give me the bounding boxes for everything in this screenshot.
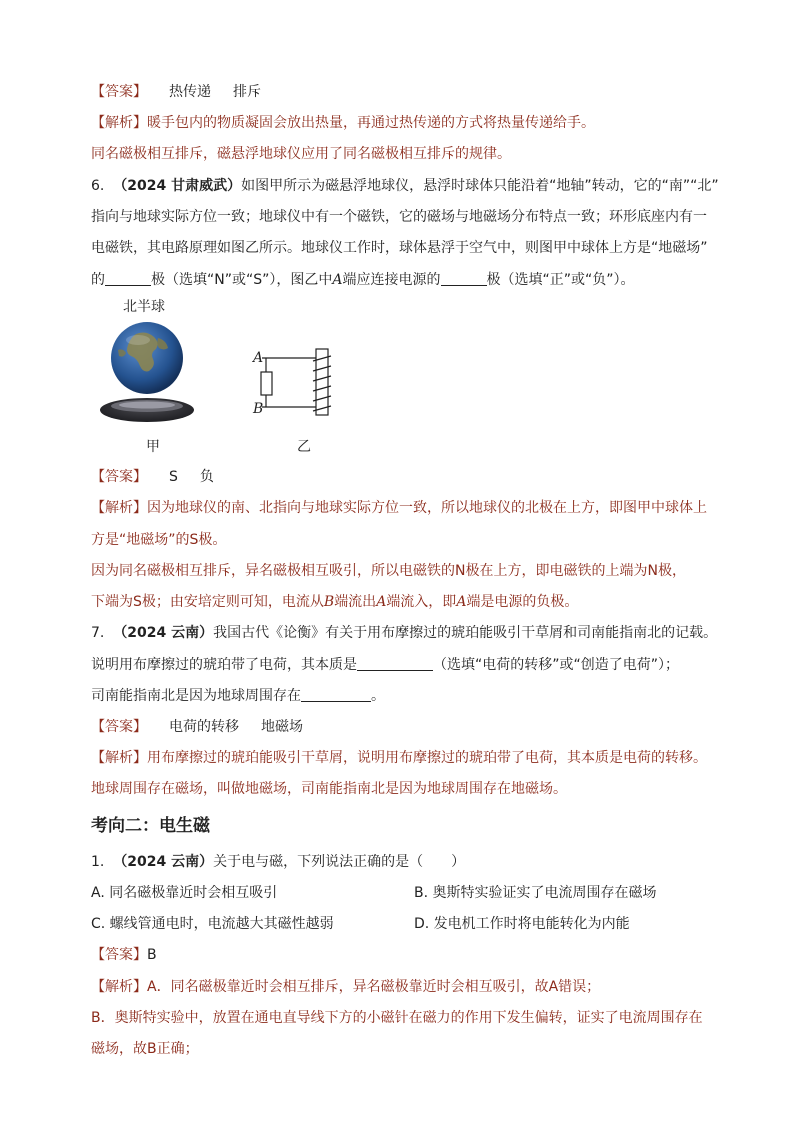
q6-stem-line: 的 极（选填“N”或“S”），图乙中A端应连接电源的 极（选填“正”或“负”）。 [91,272,635,288]
answer-value: 地磁场 [261,719,303,735]
answer-value: S [169,469,178,485]
q6-analysis-line: 下端为S极；由安培定则可知，电流从B端流出A端流入，即A端是电源的负极。 [91,594,579,610]
question-source: （2024 云南） [113,625,214,641]
q6-stem [91,176,719,196]
option-a[interactable]: A. 同名磁极靠近时会相互吸引 [91,885,278,901]
analysis-tag: 【解析】 [91,500,147,516]
answer-value: 电荷的转移 [169,719,239,735]
q5-answer [91,82,261,102]
globe-highlight [126,335,150,345]
q7-stem-line: 司南能指南北是因为地球周围存在 。 [91,688,385,704]
q1-answer [91,945,157,965]
question-number: 6. [91,178,105,194]
resistor [261,372,272,395]
answer-blank[interactable] [301,687,371,702]
q7-answer [91,717,303,737]
question-source: （2024 甘肃威武） [113,178,242,194]
analysis-tag: 【解析】 [91,979,147,995]
figure-yi-circuit [252,345,342,417]
q1-analysis-line: B．奥斯特实验中，放置在通电直导线下方的小磁针在磁力的作用下发生偏转，证实了电流周围存在 [91,1010,703,1026]
analysis-tag: 【解析】 [91,115,147,131]
question-number: 7. [91,625,105,641]
answer-blank[interactable] [105,271,151,286]
figure-jia-globe [96,318,206,428]
q6-stem-line: 指向与地球实际方位一致；地球仪中有一个磁铁，它的磁场与地磁场分布特点一致；环形底座内有一 [91,209,707,225]
analysis-text: A．同名磁极靠近时会相互排斥，异名磁极靠近时会相互吸引，故A错误； [147,979,601,995]
answer-blank[interactable] [441,271,487,286]
answer-tag: 【答案】 [91,947,147,963]
option-d[interactable]: D. 发电机工作时将电能转化为内能 [414,916,630,932]
analysis-tag: 【解析】 [91,750,147,766]
q1-analysis-line: 磁场，故B正确； [91,1041,199,1057]
q5-analysis [91,113,595,133]
answer-value: 排斥 [233,84,261,100]
figure-yi-label-a: A [253,350,264,366]
answer-tag: 【答案】 [91,84,147,100]
figure-jia-caption: 北半球 [123,299,165,315]
q6-analysis-line: 方是“地磁场”的S极。 [91,532,227,548]
question-number: 1. [91,854,105,870]
question-text: 我国古代《论衡》有关于用布摩擦过的琥珀能吸引干草屑和司南能指南北的记载。 [213,625,718,641]
q1-analysis [91,977,600,997]
q6-answer [91,467,214,487]
answer-tag: 【答案】 [91,469,147,485]
analysis-text: 用布摩擦过的琥珀能吸引干草屑，说明用布摩擦过的琥珀带了电荷，其本质是电荷的转移。 [147,750,707,766]
q1-stem [91,852,465,872]
q6-analysis-line: 因为同名磁极相互排斥，异名磁极相互吸引，所以电磁铁的N极在上方，即电磁铁的上端为N极， [91,563,686,579]
q7-analysis [91,748,707,768]
q6-analysis [91,498,707,518]
answer-value: 热传递 [169,84,211,100]
q6-stem-line: 电磁铁，其电路原理如图乙所示。地球仪工作时，球体悬浮于空气中，则图甲中球体上方是“地磁场” [91,240,708,256]
option-b[interactable]: B. 奥斯特实验证实了电流周围存在磁场 [414,885,657,901]
answer-tag: 【答案】 [91,719,147,735]
question-text: 关于电与磁，下列说法正确的是（ ） [213,854,466,870]
answer-value: B [147,947,157,963]
globe-base-ring [119,402,175,409]
figure-jia-label: 甲 [146,439,160,455]
answer-value: 负 [199,469,214,485]
analysis-text: 因为地球仪的南、北指向与地球实际方位一致，所以地球仪的北极在上方，即图甲中球体上 [147,500,707,516]
q7-stem [91,623,717,643]
answer-blank[interactable] [357,656,433,671]
figure-yi-label: 乙 [297,439,311,455]
q5-analysis-line: 同名磁极相互排斥，磁悬浮地球仪应用了同名磁极相互排斥的规律。 [91,146,511,162]
question-text: 如图甲所示为磁悬浮地球仪，悬浮时球体只能沿着“地轴”转动，它的“南”“北” [241,178,719,194]
question-source: （2024 云南） [113,854,214,870]
analysis-text: 暖手包内的物质凝固会放出热量，再通过热传递的方式将热量传递给手。 [147,115,595,131]
q7-stem-line: 说明用布摩擦过的琥珀带了电荷，其本质是 （选填“电荷的转移”或“创造了电荷”）； [91,657,680,673]
option-c[interactable]: C. 螺线管通电时，电流越大其磁性越弱 [91,916,334,932]
q7-analysis-line: 地球周围存在磁场，叫做地磁场，司南能指南北是因为地球周围存在地磁场。 [91,781,567,797]
section-heading: 考向二：电生磁 [91,816,210,836]
figure-yi-label-b: B [253,401,264,417]
